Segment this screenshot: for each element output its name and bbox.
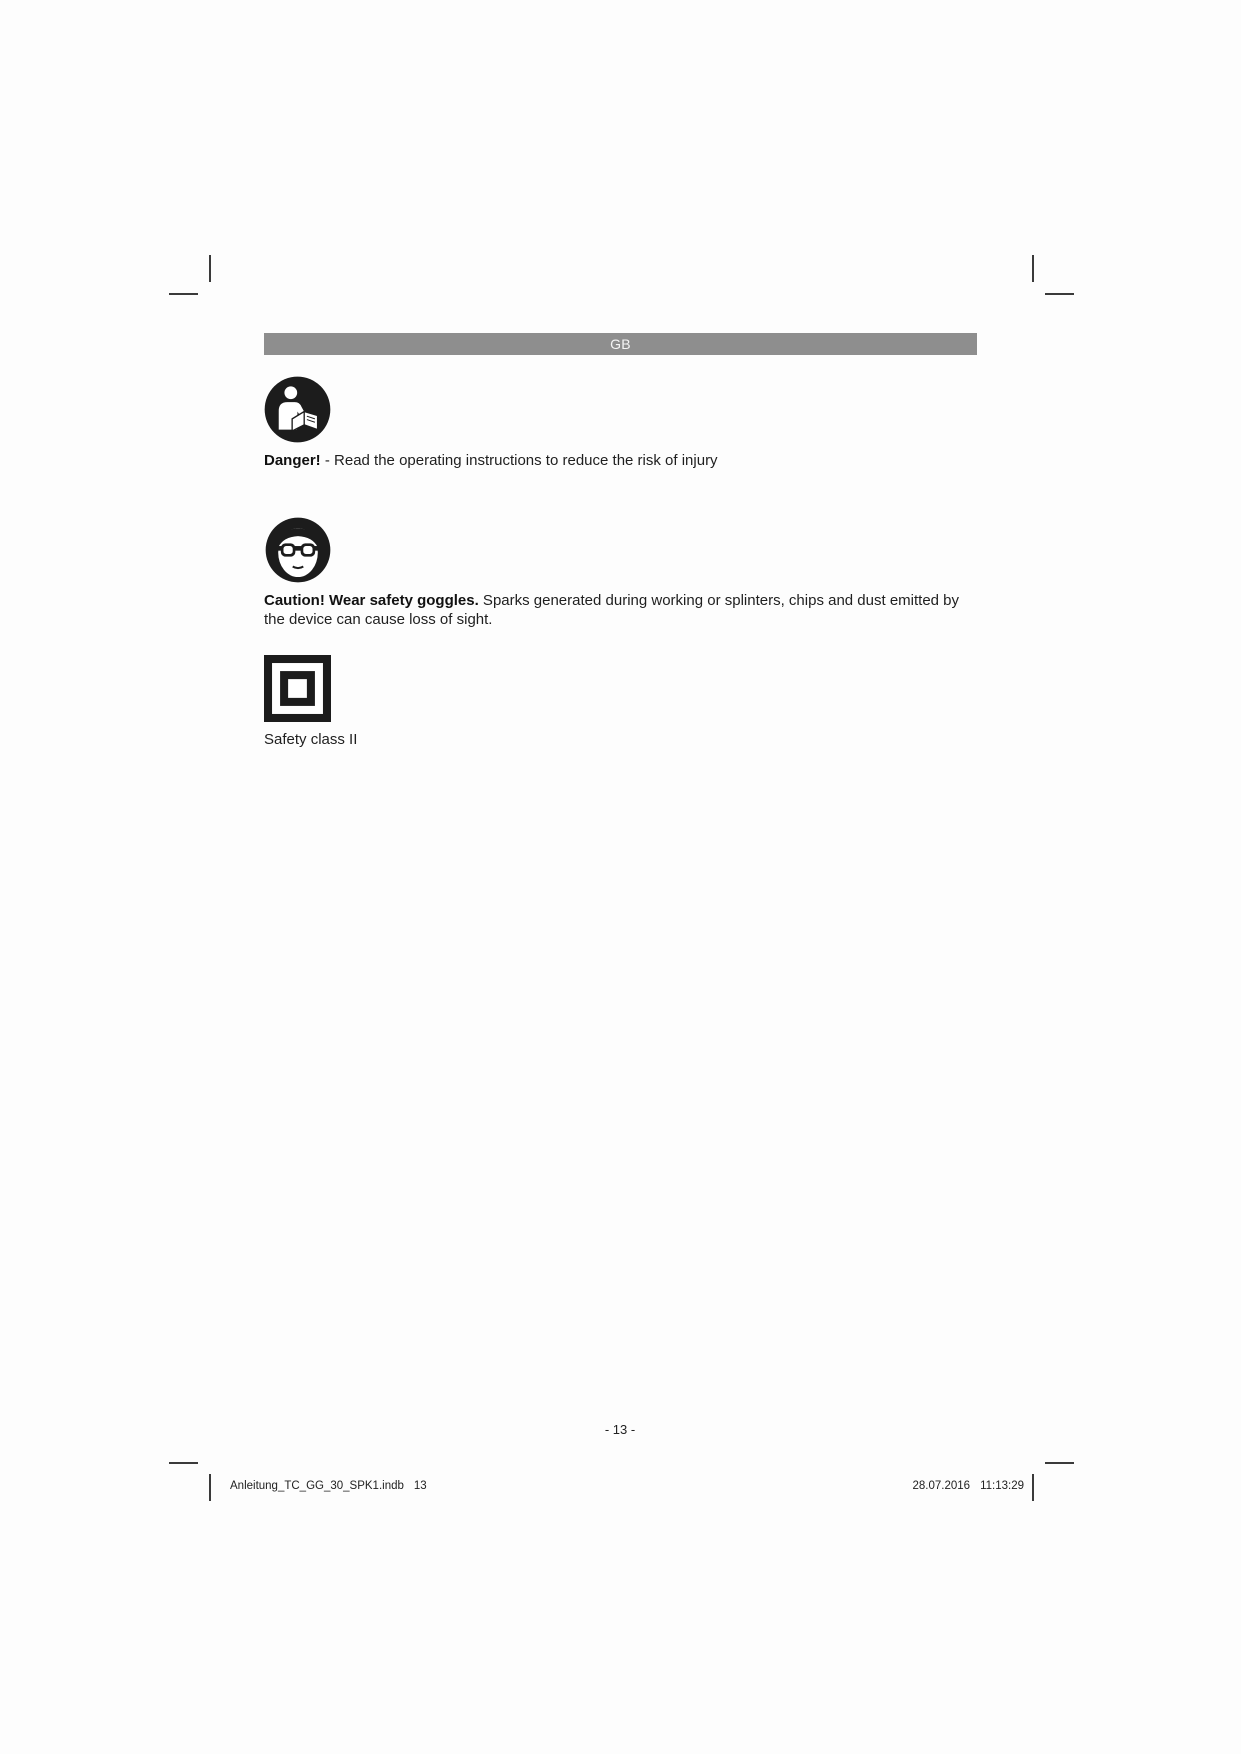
safety-class-text [264, 730, 979, 749]
language-header-bar [264, 333, 977, 355]
language-tab-label: GB [610, 336, 631, 352]
crop-mark-top-right-horizontal [1045, 293, 1074, 295]
crop-mark-top-right-vertical [1032, 255, 1034, 282]
safety-goggles-icon [265, 517, 331, 583]
crop-mark-bottom-right-horizontal [1045, 1462, 1074, 1464]
danger-label: Danger! [264, 452, 321, 469]
page-number: - 13 - [604, 1422, 636, 1437]
crop-mark-bottom-left-vertical [209, 1474, 211, 1501]
danger-description: - Read the operating instructions to reduce the risk of injury [320, 452, 718, 469]
footer-time: 11:13:29 [980, 1480, 1024, 1492]
read-manual-icon [264, 376, 331, 443]
footer-date: 28.07.2016 [912, 1480, 971, 1492]
caution-goggles-text [264, 591, 979, 629]
crop-mark-bottom-right-vertical [1032, 1474, 1034, 1501]
caution-description: Sparks generated during working or splinters, chips and dust emitted by the device can cause loss of sight. [264, 592, 960, 628]
footer-timestamp [913, 1479, 1024, 1493]
crop-mark-bottom-left-horizontal [169, 1462, 198, 1464]
safety-class-label: Safety class II [264, 731, 358, 748]
footer-file-info [230, 1479, 427, 1493]
crop-mark-top-left-vertical [209, 255, 211, 282]
footer-file-name: Anleitung_TC_GG_30_SPK1.indb [230, 1480, 404, 1492]
danger-instruction-text [264, 451, 979, 470]
crop-mark-top-left-horizontal [169, 293, 198, 295]
caution-label: Caution! Wear safety goggles. [264, 592, 479, 609]
footer-file-page: 13 [413, 1480, 427, 1492]
safety-class-ii-icon [264, 655, 331, 722]
